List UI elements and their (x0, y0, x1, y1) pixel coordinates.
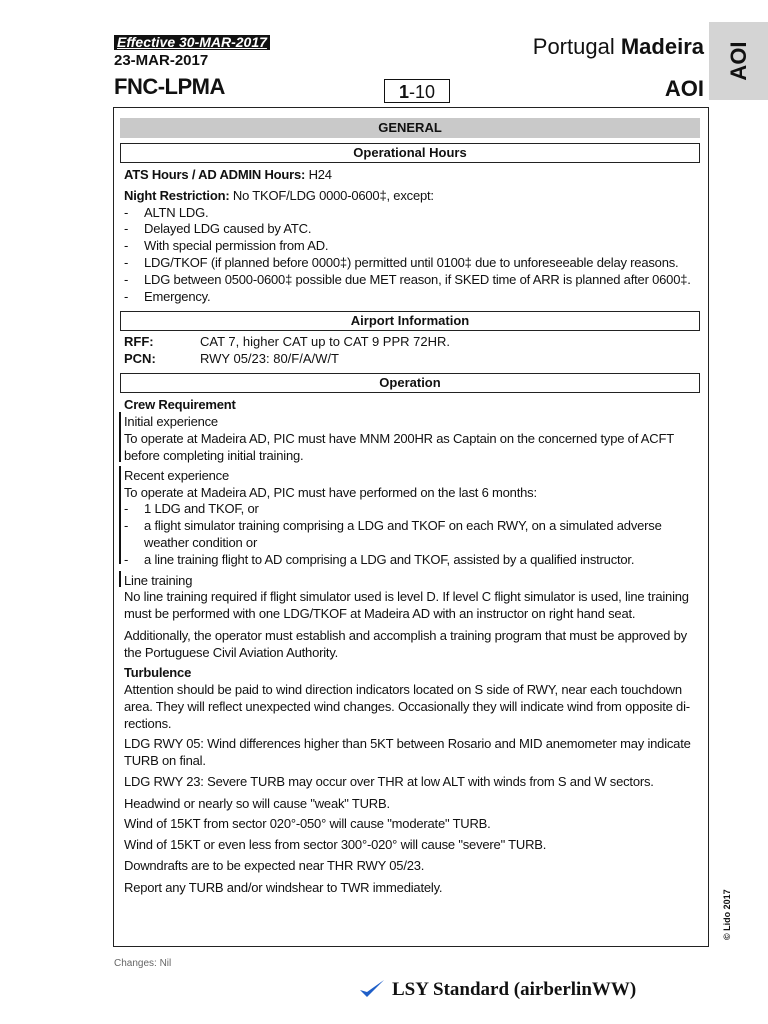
issue-date: 23-MAR-2017 (114, 52, 209, 69)
standard-stamp: LSY Standard (airberlinWW) (392, 979, 637, 1000)
pcn-value: RWY 05/23: 80/F/A/W/T (200, 351, 339, 366)
page-number: 1-10 (384, 79, 450, 103)
additional-text: Additionally, the operator must establish and accomplish a training program that must be approved by the Portuguese Civil Aviation Authority. (124, 628, 687, 660)
turbulence-paragraph: Attention should be paid to wind direction indicators located on S side of RWY, near each touchdown area. They will reflect unexpected wind changes. Occasionally they will indicate wind from opposite di-rections. (124, 682, 690, 731)
turbulence-paragraph: Wind of 15KT from sector 020°-050° will cause "moderate" TURB. (124, 816, 491, 831)
turbulence-paragraph: LDG RWY 23: Severe TURB may occur over THR at low ALT with winds from S and W sectors. (124, 774, 654, 789)
turbulence-paragraph: LDG RWY 05: Wind differences higher than 5KT between Rosario and MID anemometer may indicate TURB on final. (124, 736, 691, 768)
change-bar (119, 571, 121, 587)
recent-experience-text: To operate at Madeira AD, PIC must have performed on the last 6 months: (124, 485, 537, 500)
crew-requirement-heading: Crew Requirement (124, 397, 236, 412)
operational-hours-heading: Operational Hours (120, 143, 700, 163)
night-restriction: Night Restriction: No TKOF/LDG 0000-0600‡, except: (124, 188, 434, 203)
turbulence-paragraph: Downdrafts are to be expected near THR RWY 05/23. (124, 858, 425, 873)
checkmark-icon (358, 978, 386, 1005)
section-tab[interactable]: AOI (709, 22, 768, 100)
section-label: AOI (664, 76, 704, 101)
copyright: © Lido 2017 (722, 889, 732, 940)
line-training-title: Line training (124, 573, 193, 588)
airport-code: FNC-LPMA (114, 74, 225, 99)
turbulence-paragraph: Report any TURB and/or windshear to TWR immediately. (124, 880, 443, 895)
general-heading: GENERAL (120, 118, 700, 138)
rff-label: RFF: (124, 334, 154, 349)
recent-experience-title: Recent experience (124, 468, 229, 483)
turbulence-paragraph: Headwind or nearly so will cause "weak" TURB. (124, 796, 390, 811)
initial-experience-text: To operate at Madeira AD, PIC must have MNM 200HR as Captain on the concerned type of ACFT before completing initial training. (124, 431, 674, 463)
airport-location: Portugal Madeira (532, 34, 704, 59)
ats-hours: ATS Hours / AD ADMIN Hours: H24 (124, 167, 332, 182)
turbulence-paragraph: Wind of 15KT or even less from sector 300°-020° will cause "severe" TURB. (124, 837, 547, 852)
operation-heading: Operation (120, 373, 700, 393)
initial-experience-title: Initial experience (124, 414, 218, 429)
effective-date-badge: Effective 30-MAR-2017 (114, 35, 270, 50)
airport-information-heading: Airport Information (120, 311, 700, 331)
change-bar (119, 412, 121, 462)
rff-value: CAT 7, higher CAT up to CAT 9 PPR 72HR. (200, 334, 450, 349)
changes-note: Changes: Nil (114, 958, 172, 969)
pcn-label: PCN: (124, 351, 156, 366)
turbulence-heading: Turbulence (124, 665, 192, 680)
change-bar (119, 466, 121, 564)
line-training-text: No line training required if flight simulator used is level D. If level C flight simulator is used, line training must be performed with one LDG/TKOF at Madeira AD with an instructor on right hand seat. (124, 589, 689, 621)
